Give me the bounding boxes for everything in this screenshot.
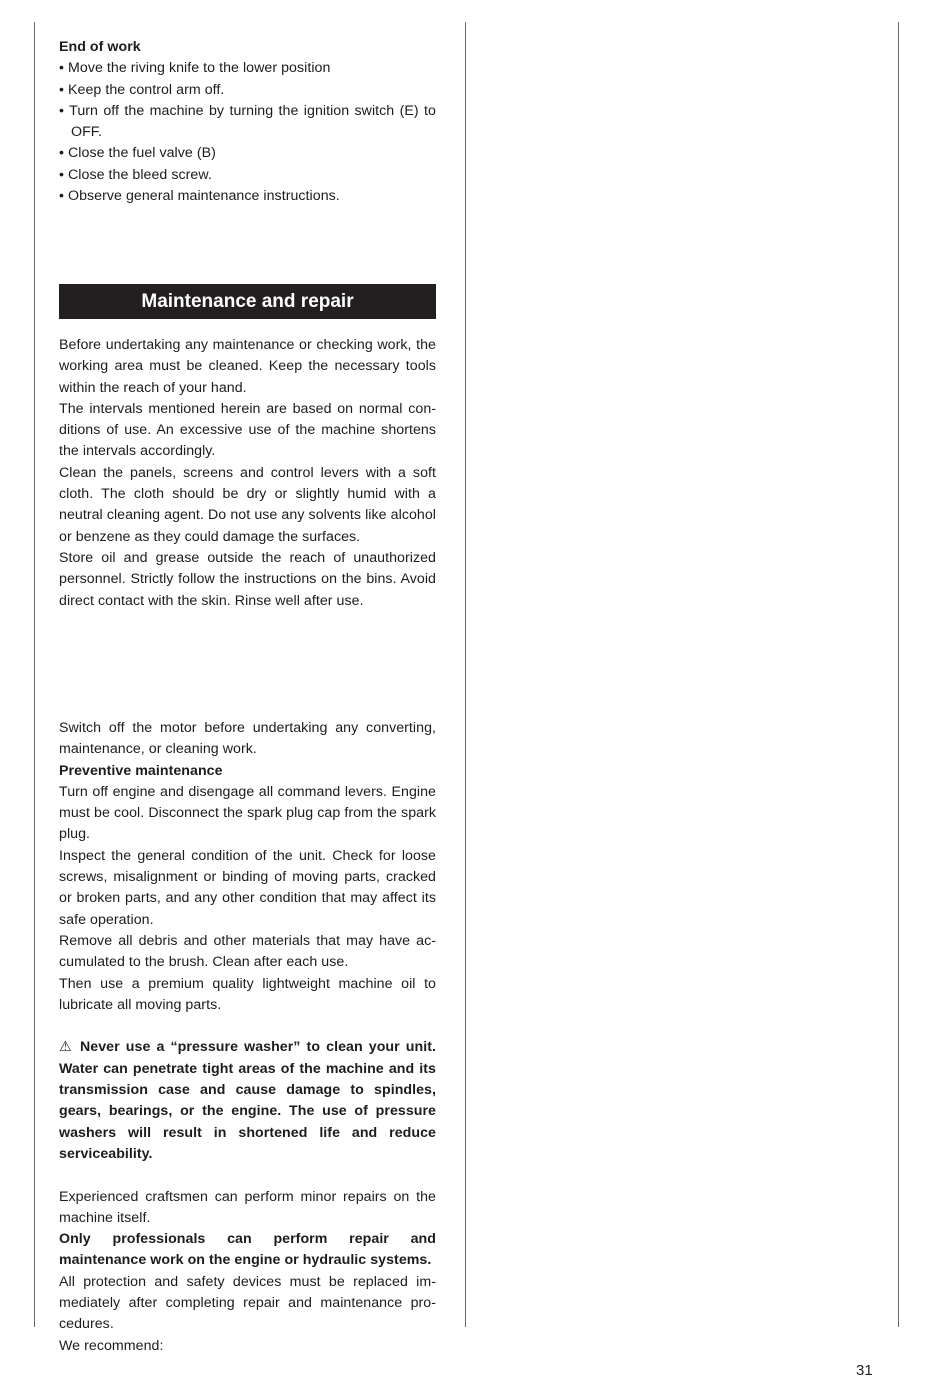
preventive-paragraph: Inspect the general condition of the unit. Check for loose screws, misalignment or binding of moving parts, cracked or broken parts, and any other condition that may affect its safe operation. xyxy=(59,847,436,928)
section-title-bar: Maintenance and repair xyxy=(59,284,436,319)
end-of-work-item: • Keep the control arm off. xyxy=(59,81,225,98)
switch-off-paragraph: Switch off the motor before undertaking any converting, maintenance, or cleaning work. xyxy=(59,720,436,758)
preventive-paragraph: Remove all debris and other materials that may have accumulated to the brush. Clean after each use. xyxy=(59,932,436,971)
spacer xyxy=(59,1016,436,1037)
end-of-work-item: • Close the fuel valve (B) xyxy=(59,145,216,162)
warning-text: Never use a “pressure washer” to clean your unit. Water can penetrate tight areas of the machine and its transmission case and cause damage to spindles, gears, bearings, or the engine. The use of pressure washers will result in shortened life and reduce serviceability. xyxy=(59,1039,436,1162)
protection-paragraph: All protection and safety devices must be replaced immediately after completing repair and maintenance procedures. xyxy=(59,1273,436,1333)
end-of-work-item: • Close the bleed screw. xyxy=(59,166,212,183)
maintenance-intro xyxy=(59,335,436,612)
preventive-paragraph: Then use a premium quality lightweight machine oil to lubricate all moving parts. xyxy=(59,975,436,1013)
professionals-paragraph: Only professionals can perform repair and maintenance work on the engine or hydraulic systems. xyxy=(59,1231,436,1269)
end-of-work-item: • Turn off the machine by turning the ignition switch (E) to OFF. xyxy=(59,102,436,141)
end-of-work-section xyxy=(59,37,436,207)
intro-paragraph: The intervals mentioned herein are based on normal conditions of use. An excessive use of the machine shortens the intervals accordingly. xyxy=(59,400,436,460)
spacer xyxy=(59,1165,436,1186)
recommend-paragraph: We recommend: xyxy=(59,1337,164,1354)
right-margin-rule xyxy=(898,22,899,1327)
left-margin-rule xyxy=(34,22,35,1327)
end-of-work-item: • Move the riving knife to the lower position xyxy=(59,60,331,77)
preventive-heading: Preventive maintenance xyxy=(59,762,223,779)
pressure-washer-warning xyxy=(59,1037,436,1165)
end-of-work-heading: End of work xyxy=(59,39,141,55)
preventive-paragraph: Turn off engine and disengage all command levers. Engine must be cool. Disconnect the spark plug cap from the spark plug. xyxy=(59,783,436,843)
intro-paragraph: Clean the panels, screens and control levers with a soft cloth. The cloth should be dry or slightly humid with a neutral cleaning agent. Do not use any solvents like alcohol or benzene as they could damage the surfaces. xyxy=(59,464,436,545)
page-number: 31 xyxy=(856,1362,873,1379)
column-divider-rule xyxy=(465,22,466,1327)
warning-triangle-icon: ⚠ xyxy=(59,1039,74,1056)
intro-paragraph: Store oil and grease outside the reach of unauthorized personnel. Strictly follow the instructions on the bins. Avoid direct contact with the skin. Rinse well after use. xyxy=(59,549,436,609)
preventive-maintenance-section xyxy=(59,718,436,1357)
end-of-work-item: • Observe general maintenance instructions. xyxy=(59,188,340,205)
intro-paragraph: Before undertaking any maintenance or checking work, the working area must be cleaned. Keep the necessary tools within the reach of your hand. xyxy=(59,337,436,396)
craftsmen-paragraph: Experienced craftsmen can perform minor repairs on the machine itself. xyxy=(59,1188,436,1226)
